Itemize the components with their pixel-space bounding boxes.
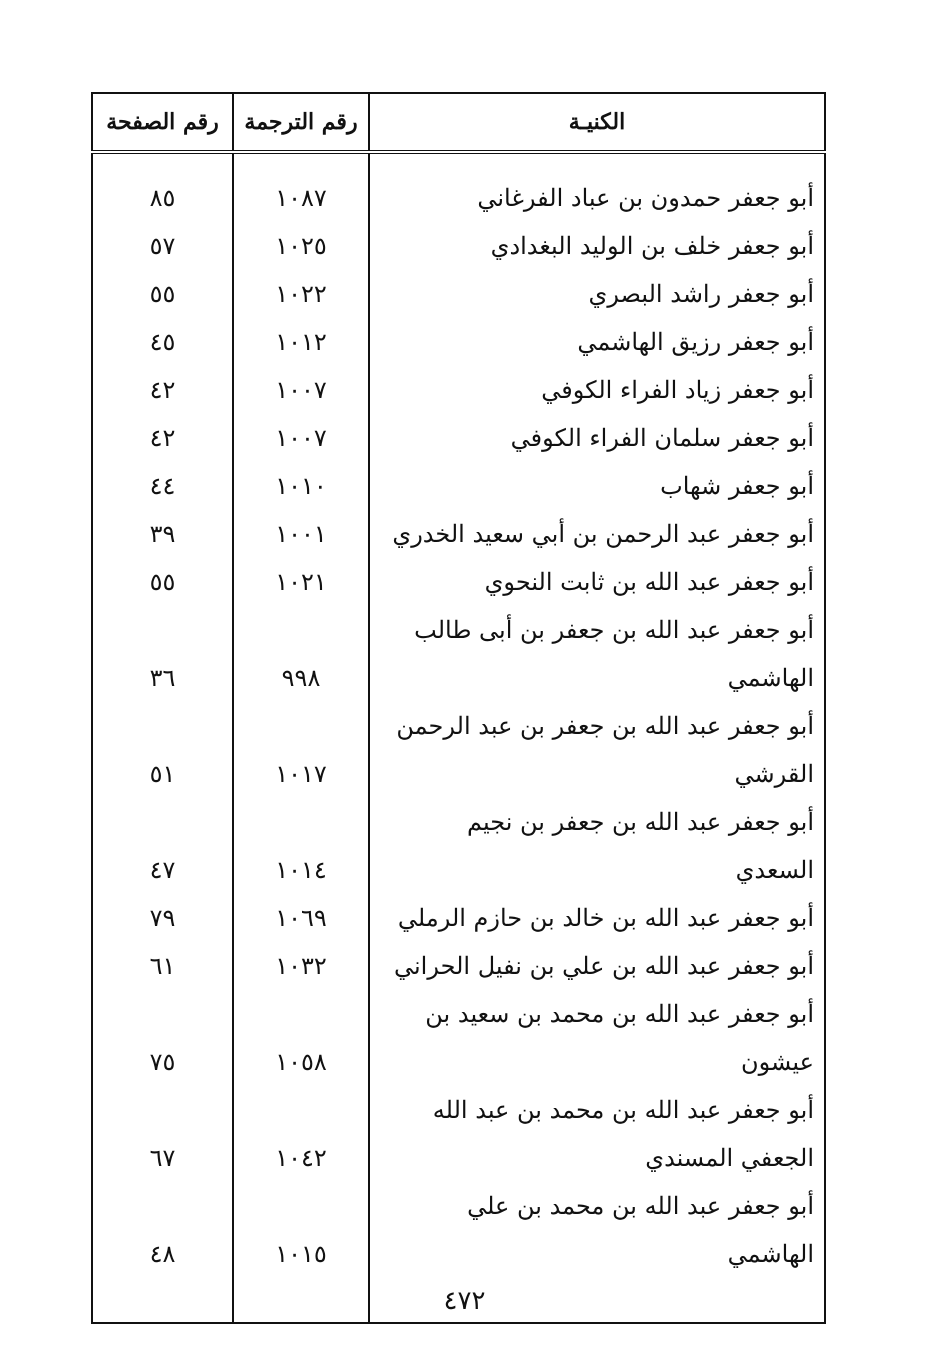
translation-cell: ١٠١٠ <box>233 462 369 510</box>
name-cell: أبو جعفر حمدون بن عباد الفرغاني <box>369 152 825 222</box>
page-cell: ٤٨ <box>92 1182 233 1278</box>
table-row <box>92 702 825 798</box>
page-cell: ٤٢ <box>92 414 233 462</box>
table-row <box>92 222 825 270</box>
translation-cell: ١٠٠١ <box>233 510 369 558</box>
page-cell: ٤٥ <box>92 318 233 366</box>
table-row <box>92 1086 825 1182</box>
name-cell: أبو جعفر عبد الله بن خالد بن حازم الرملي <box>369 894 825 942</box>
translation-cell: ١٠٢٢ <box>233 270 369 318</box>
table-row <box>92 152 825 222</box>
name-cell: أبو جعفر عبد الله بن علي بن نفيل الحراني <box>369 942 825 990</box>
page-cell: ٧٥ <box>92 990 233 1086</box>
page-cell: ٥٥ <box>92 558 233 606</box>
page-cell: ٦١ <box>92 942 233 990</box>
translation-cell: ١٠٥٨ <box>233 990 369 1086</box>
page-cell: ٣٦ <box>92 606 233 702</box>
table-row <box>92 558 825 606</box>
translation-cell: ١٠٠٧ <box>233 366 369 414</box>
table-row <box>92 414 825 462</box>
page-cell: ٧٩ <box>92 894 233 942</box>
header-page-number: رقم الصفحة <box>92 93 233 152</box>
translation-cell: ١٠٢١ <box>233 558 369 606</box>
table-row <box>92 798 825 894</box>
table-row <box>92 462 825 510</box>
table-row <box>92 1182 825 1278</box>
name-cell: أبو جعفر سلمان الفراء الكوفي <box>369 414 825 462</box>
translation-cell: ١٠١٤ <box>233 798 369 894</box>
name-cell: أبو جعفر عبد الرحمن بن أبي سعيد الخدري <box>369 510 825 558</box>
header-name: الكنيـة <box>369 93 825 152</box>
translation-cell: ٩٩٨ <box>233 606 369 702</box>
translation-cell: ١٠٣٢ <box>233 942 369 990</box>
translation-cell: ١٠٨٧ <box>233 152 369 222</box>
table-row <box>92 606 825 702</box>
name-cell: أبو جعفر عبد الله بن جعفر بن عبد الرحمن القرشي <box>369 702 825 798</box>
translation-cell: ١٠١٧ <box>233 702 369 798</box>
page-number: ٤٧٢ <box>443 1286 486 1316</box>
name-cell: أبو جعفر عبد الله بن محمد بن سعيد بن عيشون <box>369 990 825 1086</box>
page-cell: ٦٧ <box>92 1086 233 1182</box>
page-cell: ٤٧ <box>92 798 233 894</box>
name-cell: أبو جعفر رزيق الهاشمي <box>369 318 825 366</box>
name-cell: أبو جعفر عبد الله بن جعفر بن نجيم السعدي <box>369 798 825 894</box>
header-translation-number: رقم الترجمة <box>233 93 369 152</box>
table-row <box>92 366 825 414</box>
page-cell: ٣٩ <box>92 510 233 558</box>
name-cell: أبو جعفر عبد الله بن جعفر بن أبى طالب الهاشمي <box>369 606 825 702</box>
page-cell: ٤٢ <box>92 366 233 414</box>
table-header <box>92 93 825 152</box>
page-cell: ٨٥ <box>92 152 233 222</box>
translation-cell: ١٠٢٥ <box>233 222 369 270</box>
index-table <box>91 92 826 1324</box>
page-cell: ٥١ <box>92 702 233 798</box>
name-cell: أبو جعفر شهاب <box>369 462 825 510</box>
table-body <box>92 152 825 1323</box>
translation-cell: ١٠٠٧ <box>233 414 369 462</box>
table-row <box>92 270 825 318</box>
translation-cell: ١٠٦٩ <box>233 894 369 942</box>
name-cell: أبو جعفر زياد الفراء الكوفي <box>369 366 825 414</box>
table-row <box>92 942 825 990</box>
table-row <box>92 894 825 942</box>
translation-cell: ١٠١٥ <box>233 1182 369 1278</box>
table-row <box>92 318 825 366</box>
name-cell: أبو جعفر عبد الله بن محمد بن علي الهاشمي <box>369 1182 825 1278</box>
translation-cell: ١٠١٢ <box>233 318 369 366</box>
name-cell: أبو جعفر راشد البصري <box>369 270 825 318</box>
page-cell: ٥٧ <box>92 222 233 270</box>
page-cell: ٤٤ <box>92 462 233 510</box>
table-row <box>92 510 825 558</box>
table-row <box>92 990 825 1086</box>
name-cell: أبو جعفر عبد الله بن ثابت النحوي <box>369 558 825 606</box>
page-cell: ٥٥ <box>92 270 233 318</box>
name-cell: أبو جعفر عبد الله بن محمد بن عبد الله الجعفي المسندي <box>369 1086 825 1182</box>
translation-cell: ١٠٤٢ <box>233 1086 369 1182</box>
name-cell: أبو جعفر خلف بن الوليد البغدادي <box>369 222 825 270</box>
